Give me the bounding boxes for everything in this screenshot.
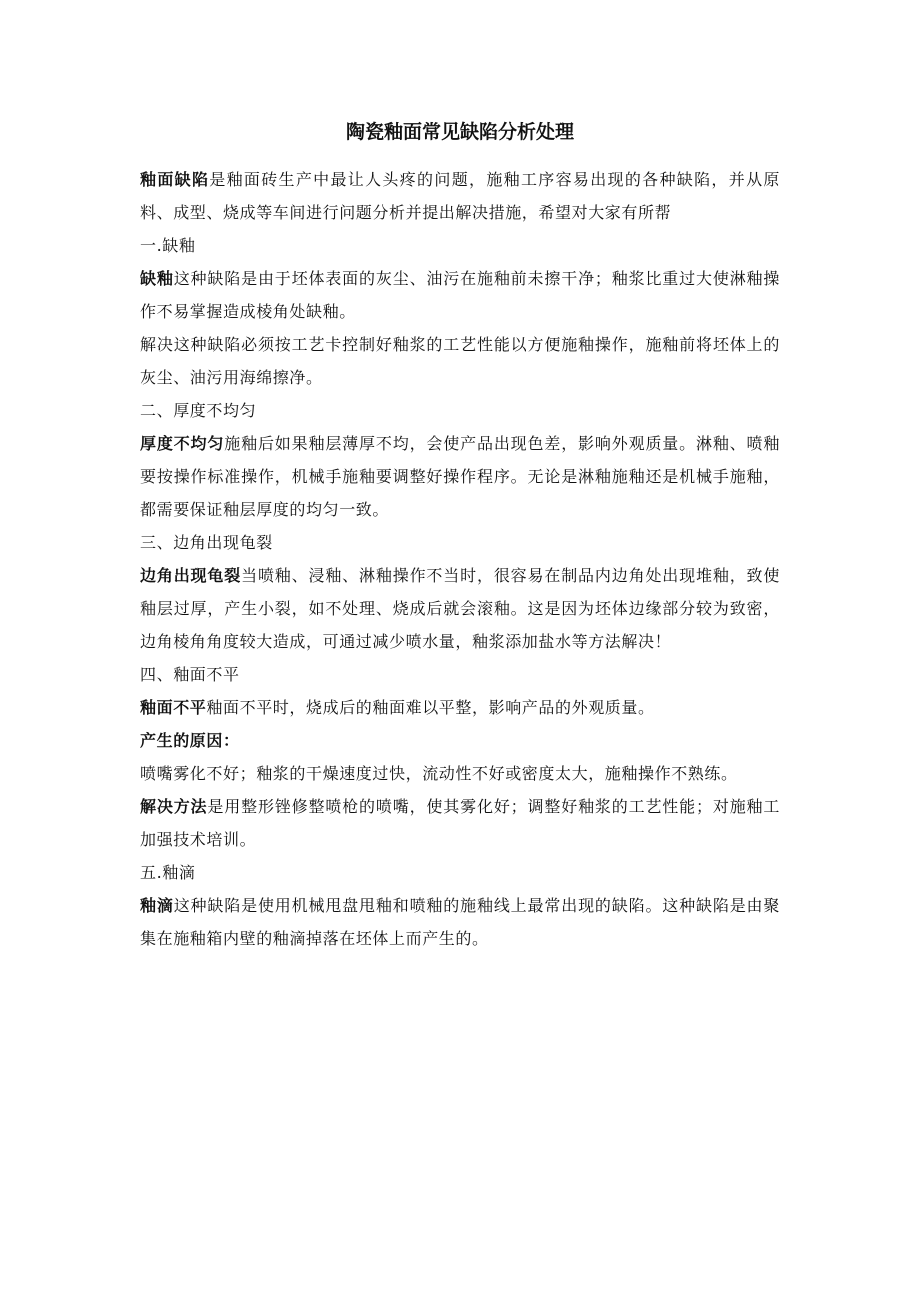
section-2-paragraph-1 [140, 427, 780, 526]
solution-text: 是用整形锉修整喷枪的喷嘴，使其雾化好；调整好釉浆的工艺性能；对施釉工加强技术培训。 [140, 797, 781, 849]
section-2-text: 施釉后如果釉层薄厚不均，会使产品出现色差，影响外观质量。淋釉、喷釉要按操作标准操作，机械手施釉要调整好操作程序。无论是淋釉施釉还是机械手施釉，都需要保证釉层厚度的均匀一致。 [140, 434, 780, 519]
section-5-lead: 釉滴 [140, 896, 174, 915]
section-heading-1: 一.缺釉 [140, 236, 196, 255]
solution-paragraph [140, 790, 780, 856]
section-1-text: 这种缺陷是由于坯体表面的灰尘、油污在施釉前未擦干净；釉浆比重过大使淋釉操作不易掌握造成棱角处缺釉。 [140, 269, 780, 321]
section-3-lead: 边角出现龟裂 [140, 566, 242, 585]
section-3-text: 当喷釉、浸釉、淋釉操作不当时，很容易在制品内边角处出现堆釉，致使釉层过厚，产生小裂，如不处理、烧成后就会滚釉。这是因为坯体边缘部分较为致密，边角棱角角度较大造成，可通过减少喷水量，釉浆添加盐水等方法解决！ [140, 566, 780, 651]
section-heading-4: 四、釉面不平 [140, 665, 240, 684]
section-1-paragraph-1 [140, 262, 780, 328]
section-heading-3: 三、边角出现龟裂 [140, 533, 273, 552]
section-1-paragraph-2: 解决这种缺陷必须按工艺卡控制好釉浆的工艺性能以方便施釉操作，施釉前将坯体上的灰尘、油污用海绵擦净。 [140, 335, 780, 387]
section-4-text: 釉面不平时，烧成后的釉面难以平整，影响产品的外观质量。 [206, 698, 655, 717]
intro-text: 是釉面砖生产中最让人头疼的问题，施釉工序容易出现的各种缺陷，并从原料、成型、烧成等车间进行问题分析并提出解决措施，希望对大家有所帮 [140, 170, 780, 222]
section-heading-5: 五.釉滴 [140, 863, 196, 882]
section-2-lead: 厚度不均匀 [140, 434, 225, 453]
section-3-paragraph-1 [140, 559, 780, 658]
document-body [140, 163, 780, 955]
section-5-paragraph-1 [140, 889, 780, 955]
cause-paragraph: 喷嘴雾化不好；釉浆的干燥速度过快，流动性不好或密度太大，施釉操作不熟练。 [140, 764, 738, 783]
intro-paragraph [140, 163, 780, 229]
section-heading-2: 二、厚度不均匀 [140, 401, 257, 420]
section-5-text: 这种缺陷是使用机械甩盘甩釉和喷釉的施釉线上最常出现的缺陷。这种缺陷是由聚集在施釉箱内壁的釉滴掉落在坯体上而产生的。 [140, 896, 780, 948]
intro-lead: 釉面缺陷 [140, 170, 210, 189]
section-4-paragraph-1 [140, 691, 780, 724]
document-title: 陶瓷釉面常见缺陷分析处理 [345, 121, 574, 143]
solution-lead: 解决方法 [140, 797, 208, 816]
cause-heading: 产生的原因： [140, 731, 240, 750]
section-1-lead: 缺釉 [140, 269, 174, 288]
section-4-lead: 釉面不平 [140, 698, 207, 717]
